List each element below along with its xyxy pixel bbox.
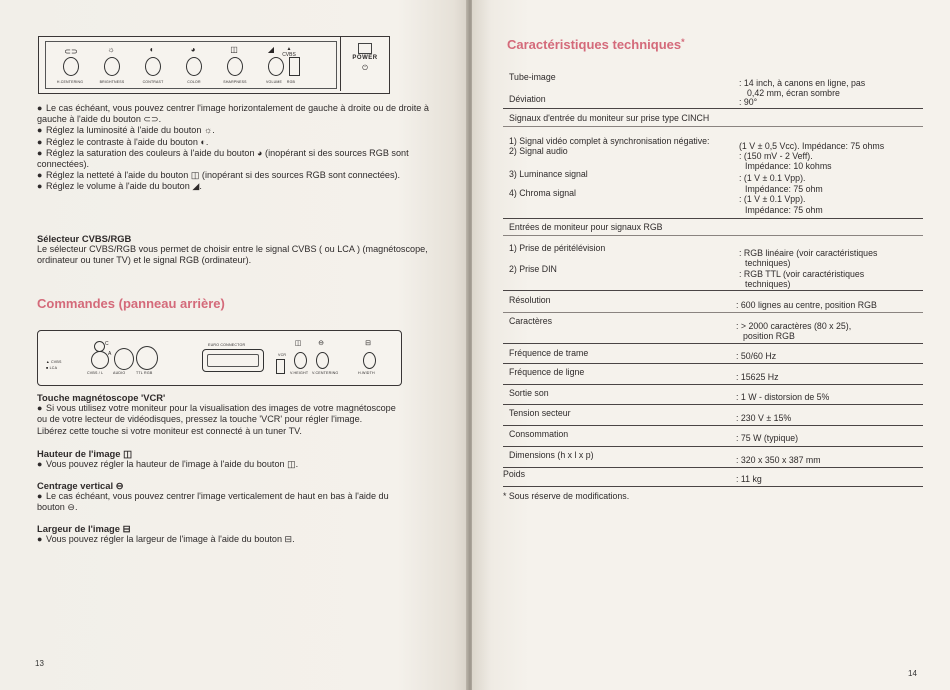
- h-width-knob[interactable]: [363, 352, 376, 369]
- spec-key-luminance: 3) Luminance signal: [509, 169, 588, 179]
- spec-val-characters: : > 2000 caractères (80 x 25),: [736, 321, 852, 331]
- sharpness-knob[interactable]: [227, 57, 243, 76]
- v-centering-knob[interactable]: [316, 352, 329, 369]
- brightness-knob[interactable]: [104, 57, 120, 76]
- color-knob[interactable]: [186, 57, 202, 76]
- power-button[interactable]: [358, 43, 372, 54]
- width-text: ● Vous pouvez régler la largeur de l'image à l'aide du bouton ⊟.: [37, 534, 295, 545]
- label-v-height: V.HEIGHT: [290, 371, 309, 375]
- vcr-line: ou de votre lecteur de vidéodisques, pressez la touche 'VCR' pour régler l'image.: [37, 414, 363, 425]
- divider: [503, 235, 923, 236]
- divider: [503, 467, 923, 468]
- spec-key-characters: Caractères: [509, 316, 553, 326]
- divider: [503, 108, 923, 109]
- sharpness-icon: ◫: [230, 45, 238, 54]
- label-vcr: VCR: [278, 353, 287, 357]
- spec-val-luminance-imp: Impédance: 75 ohm: [745, 184, 823, 194]
- spec-val-chroma: : (1 V ± 0.1 Vpp).: [739, 194, 806, 204]
- spec-val-luminance: : (1 V ± 0.1 Vpp).: [739, 173, 806, 183]
- label-cvbs-l: CVBS / L: [87, 371, 104, 375]
- euro-connector[interactable]: [202, 349, 264, 372]
- spec-val-din-2: techniques): [745, 279, 791, 289]
- rear-cvbs-jack[interactable]: [91, 351, 109, 369]
- spec-val-deviation: : 90°: [739, 97, 758, 107]
- rear-controls-title: Commandes (panneau arrière): [37, 296, 225, 311]
- brightness-icon: ☼: [107, 45, 115, 54]
- spec-val-tube: : 14 inch, à canons en ligne, pas: [739, 78, 866, 88]
- spec-val-dimensions: : 320 x 350 x 387 mm: [736, 455, 821, 465]
- spec-val-video: (1 V ± 0,5 Vcc). Impédance: 75 ohms: [739, 141, 885, 151]
- divider: [503, 343, 923, 344]
- vcr-section: [37, 392, 452, 437]
- spec-key-weight: Poids: [503, 469, 526, 479]
- volume-knob[interactable]: [268, 57, 284, 76]
- height-heading: Hauteur de l'image ◫: [37, 448, 132, 459]
- label-h-centering: H.CENTERING: [56, 80, 84, 84]
- spec-val-characters-2: position RGB: [743, 331, 795, 341]
- spec-val-peritel: : RGB linéaire (voir caractéristiques: [739, 248, 878, 258]
- label-volume: VOLUME: [266, 80, 282, 84]
- spec-val-frame-freq: : 50/60 Hz: [736, 351, 777, 361]
- spec-key-frame-freq: Fréquence de trame: [509, 348, 589, 358]
- centering-heading: Centrage vertical ⊖: [37, 480, 124, 491]
- front-panel-diagram: [38, 36, 390, 94]
- spec-val-peritel-2: techniques): [745, 258, 791, 268]
- horizontal-center-icon: ⊂⊃: [64, 47, 78, 56]
- divider: [503, 486, 923, 487]
- v-height-knob[interactable]: [294, 352, 307, 369]
- spec-val-audio-imp: Impédance: 10 kohms: [745, 161, 832, 171]
- label-sharpness: SHARPNESS: [223, 80, 247, 84]
- spec-key-sound: Sortie son: [509, 388, 549, 398]
- spec-val-tube-2: 0,42 mm, écran sombre: [747, 88, 840, 98]
- spec-key-consumption: Consommation: [509, 429, 569, 439]
- front-controls-text: [37, 103, 447, 193]
- spec-key-rgb-inputs: Entrées de moniteur pour signaux RGB: [509, 222, 663, 232]
- label-audio: AUDIO: [113, 371, 126, 375]
- spec-key-audio: 2) Signal audio: [509, 146, 568, 156]
- label-v-centering: V.CENTERING: [312, 371, 339, 375]
- bullet-item: ● Réglez la netteté à l'aide du bouton ◫ (inopérant si des sources RGB sont connectées).: [37, 170, 401, 181]
- cvbs-rgb-switch[interactable]: [289, 57, 300, 76]
- vcr-button[interactable]: [276, 359, 285, 374]
- spec-title: Caractéristiques techniques*: [507, 37, 685, 52]
- cvbs-selector-icon: ▲ CVBS: [282, 46, 296, 58]
- v-height-icon: ◫: [294, 340, 302, 347]
- vcr-line: Libérez cette touche si votre moniteur est connecté à un tuner TV.: [37, 425, 302, 436]
- width-heading: Largeur de l'image ⊟: [37, 523, 131, 534]
- label-euro-connector: EURO CONNECTOR: [208, 343, 246, 347]
- spec-key-tube: Tube-image: [509, 72, 556, 82]
- spec-val-audio: : (150 mV - 2 Veff).: [739, 151, 813, 161]
- divider: [503, 126, 923, 127]
- divider: [503, 218, 923, 219]
- height-section: [37, 448, 452, 470]
- bullet-item: ● Réglez le volume à l'aide du bouton ◢.: [37, 181, 202, 192]
- spec-val-consumption: : 75 W (typique): [736, 433, 799, 443]
- front-panel-controls: [45, 41, 337, 89]
- color-icon: ◕: [190, 45, 196, 54]
- bullet-item: ● Réglez la saturation des couleurs à l'aide du bouton ◕ (inopérant si des sources RGB sont connectées).: [37, 147, 409, 170]
- spec-key-peritel: 1) Prise de péritélévision: [509, 243, 606, 253]
- width-section: [37, 523, 452, 545]
- vcr-heading: Touche magnétoscope 'VCR': [37, 392, 166, 403]
- label-brightness: BRIGHTNESS: [99, 80, 125, 84]
- spec-key-cinch: Signaux d'entrée du moniteur sur prise type CINCH: [509, 113, 710, 123]
- volume-icon: ◢: [267, 45, 275, 54]
- spec-key-chroma: 4) Chroma signal: [509, 188, 576, 198]
- contrast-knob[interactable]: [145, 57, 161, 76]
- spec-key-deviation: Déviation: [509, 94, 546, 104]
- power-section: [340, 37, 389, 91]
- spec-key-voltage: Tension secteur: [509, 408, 571, 418]
- spec-val-din: : RGB TTL (voir caractéristiques: [739, 269, 865, 279]
- spec-val-sound: : 1 W - distorsion de 5%: [736, 392, 830, 402]
- divider: [503, 384, 923, 385]
- rear-audio-jack[interactable]: [114, 348, 134, 370]
- page-number-left: 13: [35, 659, 44, 668]
- bullet-item: ● Réglez le contraste à l'aide du bouton ◐.: [37, 136, 209, 147]
- power-label: POWER: [352, 55, 378, 61]
- selector-section: [37, 233, 437, 267]
- rear-jack-c-label: C: [105, 341, 109, 347]
- centering-line: bouton ⊖.: [37, 502, 78, 513]
- spec-val-resolution: : 600 lignes au centre, position RGB: [736, 300, 877, 310]
- spec-val-weight: : 11 kg: [736, 474, 762, 484]
- spec-val-line-freq: : 15625 Hz: [736, 372, 779, 382]
- v-centering-icon: ⊖: [318, 340, 324, 347]
- power-icon: ⏻: [362, 65, 368, 72]
- divider: [503, 363, 923, 364]
- h-width-icon: ⊟: [365, 340, 371, 347]
- rear-jack-a-label: A: [108, 351, 112, 357]
- bullet-item: ● Le cas échéant, vous pouvez centrer l'image horizontalement de gauche à droite ou de droite à gauche à l'aide du bouton ⊂⊃.: [37, 103, 429, 125]
- divider: [503, 404, 923, 405]
- label-h-width: H.WIDTH: [358, 371, 375, 375]
- divider: [503, 446, 923, 447]
- rear-ttl-rgb-jack[interactable]: [136, 346, 158, 370]
- spec-key-din: 2) Prise DIN: [509, 264, 557, 274]
- spec-key-video: 1) Signal vidéo complet à synchronisation négative:: [509, 136, 710, 146]
- contrast-icon: ◐: [149, 45, 155, 54]
- rear-panel-diagram: [37, 330, 402, 386]
- bullet-item: ● Réglez la luminosité à l'aide du bouton ☼.: [37, 125, 215, 136]
- label-lca: ■ LCA: [46, 366, 58, 370]
- label-ttl-rgb: TTL RGB: [136, 371, 153, 375]
- spec-key-dimensions: Dimensions (h x l x p): [509, 450, 594, 460]
- page-number-right: 14: [908, 669, 917, 678]
- euro-connector-pins: [207, 354, 259, 367]
- selector-text: Le sélecteur CVBS/RGB vous permet de choisir entre le signal CVBS ( ou LCA ) (magnétoscope, ordinateur ou tuner TV) et le signal RGB (ordinateur).: [37, 244, 428, 266]
- divider: [503, 425, 923, 426]
- footnote: * Sous réserve de modifications.: [503, 491, 630, 501]
- divider: [503, 290, 923, 291]
- spec-val-voltage: : 230 V ± 15%: [736, 413, 792, 423]
- label-color: COLOR: [187, 80, 201, 84]
- height-text: ● Vous pouvez régler la hauteur de l'image à l'aide du bouton ◫.: [37, 459, 299, 470]
- h-centering-knob[interactable]: [63, 57, 79, 76]
- label-cvbs: ▲ CVBS: [46, 360, 62, 364]
- label-contrast: CONTRAST: [142, 80, 164, 84]
- centering-line: ● Le cas échéant, vous pouvez centrer l'image verticalement de haut en bas à l'aide du: [37, 491, 389, 502]
- centering-section: [37, 480, 452, 514]
- left-page: [0, 0, 468, 690]
- spec-key-line-freq: Fréquence de ligne: [509, 367, 585, 377]
- selector-heading: Sélecteur CVBS/RGB: [37, 233, 132, 244]
- divider: [503, 312, 923, 313]
- vcr-line: ● Si vous utilisez votre moniteur pour la visualisation des images de votre magnétoscope: [37, 403, 396, 414]
- spec-key-resolution: Résolution: [509, 295, 551, 305]
- spec-val-chroma-imp: Impédance: 75 ohm: [745, 205, 823, 215]
- label-rgb: RGB: [286, 80, 296, 84]
